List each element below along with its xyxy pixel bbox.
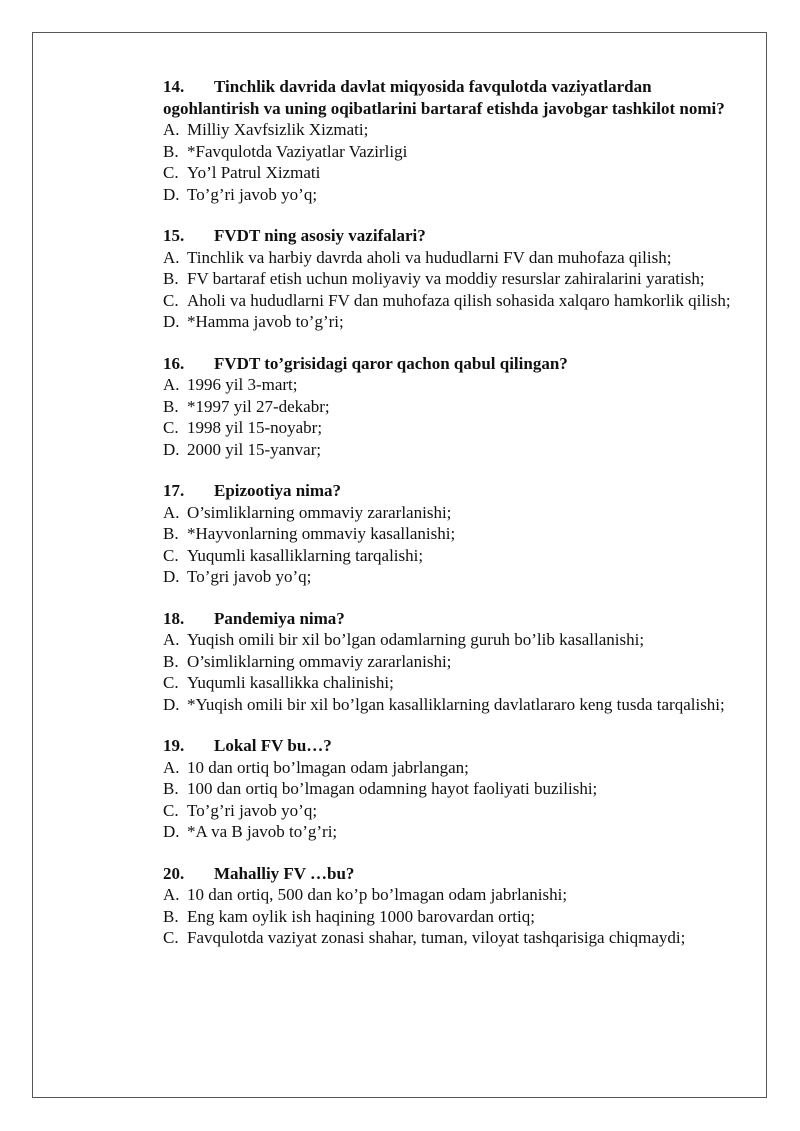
answer-text: 2000 yil 15-yanvar;	[187, 439, 322, 459]
answer-text: O’simliklarning ommaviy zararlanishi;	[187, 502, 452, 522]
answer-text: FV bartaraf etish uchun moliyaviy va moddiy resurslar zahiralarini yaratish;	[187, 269, 705, 288]
answer-letter: A.	[163, 757, 180, 777]
answer-option	[163, 651, 743, 673]
answer-letter: B.	[163, 651, 179, 671]
answer-text: 1998 yil 15-noyabr;	[187, 418, 323, 437]
answer-option	[163, 290, 743, 312]
answer-letter: B.	[163, 779, 179, 798]
answer-option	[163, 821, 743, 843]
answer-option	[163, 439, 743, 461]
answer-option	[163, 800, 743, 822]
question-title	[163, 353, 743, 375]
answer-letter: D.	[163, 312, 180, 331]
question-number: 17.	[163, 481, 185, 500]
answer-letter: C.	[163, 418, 179, 437]
answer-option	[163, 141, 743, 163]
question-text: Lokal FV bu…?	[214, 736, 332, 755]
answer-option	[163, 119, 743, 141]
question-text: Tinchlik davrida davlat miqyosida favqulotda vaziyatlardan ogohlantirish va uning oqibatlarini bartaraf etishda javobgar tashkilot nomi?	[163, 77, 725, 118]
answer-option	[163, 694, 743, 716]
question-list	[163, 76, 743, 969]
answer-text: Yuqish omili bir xil bo’lgan odamlarning guruh bo’lib kasallanishi;	[187, 630, 645, 649]
question-number: 19.	[163, 736, 185, 755]
question-text: Pandemiya nima?	[214, 608, 345, 628]
question-title	[163, 608, 743, 630]
answer-letter: B.	[163, 524, 179, 543]
answer-letter: D.	[163, 822, 180, 841]
answer-option	[163, 566, 743, 588]
answer-text: 10 dan ortiq, 500 dan ko’p bo’lmagan odam jabrlanishi;	[187, 885, 568, 904]
answer-option	[163, 629, 743, 651]
answer-text: 1996 yil 3-mart;	[187, 375, 298, 394]
answer-letter: A.	[163, 120, 180, 139]
question-block	[163, 608, 743, 716]
answer-letter: A.	[163, 885, 180, 904]
answer-text: To’gri javob yo’q;	[187, 567, 312, 586]
answer-option	[163, 927, 743, 949]
answer-text: *Hayvonlarning ommaviy kasallanishi;	[187, 524, 456, 543]
answer-text: Yuqumli kasalliklarning tarqalishi;	[187, 545, 424, 565]
answer-option	[163, 672, 743, 694]
answer-option	[163, 374, 743, 396]
answer-letter: C.	[163, 290, 179, 310]
answer-option	[163, 545, 743, 567]
answer-text: To’g’ri javob yo’q;	[187, 184, 318, 204]
question-title	[163, 76, 743, 119]
answer-text: To’g’ri javob yo’q;	[187, 800, 318, 820]
answer-text: Aholi va hududlarni FV dan muhofaza qilish sohasida xalqaro hamkorlik qilish;	[187, 290, 731, 310]
answer-text: 100 dan ortiq bo’lmagan odamning hayot faoliyati buzilishi;	[187, 779, 598, 798]
answer-letter: D.	[163, 184, 180, 204]
answer-letter: A.	[163, 630, 180, 649]
answer-option	[163, 396, 743, 418]
answer-letter: D.	[163, 567, 180, 586]
answer-option	[163, 757, 743, 779]
answer-letter: C.	[163, 928, 179, 947]
question-block	[163, 735, 743, 843]
question-block	[163, 863, 743, 949]
answer-option	[163, 523, 743, 545]
question-text: FVDT to’grisidagi qaror qachon qabul qilingan?	[214, 353, 568, 373]
answer-text: *A va B javob to’g’ri;	[187, 822, 338, 841]
answer-text: Eng kam oylik ish haqining 1000 barovardan ortiq;	[187, 906, 535, 926]
answer-text: Yuqumli kasallikka chalinishi;	[187, 673, 394, 692]
question-title	[163, 863, 743, 885]
question-text: FVDT ning asosiy vazifalari?	[214, 226, 426, 245]
question-number: 16.	[163, 353, 185, 373]
question-block	[163, 76, 743, 205]
answer-text: *Hamma javob to’g’ri;	[187, 312, 344, 331]
answer-letter: A.	[163, 247, 180, 267]
answer-option	[163, 268, 743, 290]
question-number: 14.	[163, 77, 185, 96]
question-title	[163, 735, 743, 757]
answer-option	[163, 311, 743, 333]
answer-option	[163, 906, 743, 928]
question-block	[163, 480, 743, 588]
question-number: 15.	[163, 226, 185, 245]
answer-option	[163, 184, 743, 206]
question-block	[163, 225, 743, 333]
answer-option	[163, 417, 743, 439]
answer-text: O’simliklarning ommaviy zararlanishi;	[187, 651, 452, 671]
answer-option	[163, 247, 743, 269]
answer-text: 10 dan ortiq bo’lmagan odam jabrlangan;	[187, 757, 469, 777]
question-text: Epizootiya nima?	[214, 481, 342, 500]
answer-letter: A.	[163, 375, 180, 394]
answer-text: *1997 yil 27-dekabr;	[187, 396, 330, 416]
answer-text: Favqulotda vaziyat zonasi shahar, tuman, viloyat tashqarisiga chiqmaydi;	[187, 928, 686, 947]
answer-option	[163, 884, 743, 906]
answer-letter: B.	[163, 141, 179, 161]
answer-letter: B.	[163, 906, 179, 926]
answer-letter: D.	[163, 694, 180, 714]
answer-text: Yo’l Patrul Xizmati	[187, 163, 321, 182]
answer-text: Tinchlik va harbiy davrda aholi va hududlarni FV dan muhofaza qilish;	[187, 247, 672, 267]
question-number: 20.	[163, 863, 185, 883]
question-block	[163, 353, 743, 461]
answer-letter: C.	[163, 163, 179, 182]
question-title	[163, 480, 743, 502]
question-number: 18.	[163, 608, 185, 628]
answer-text: *Yuqish omili bir xil bo’lgan kasalliklarning davlatlararo keng tusda tarqalishi;	[187, 694, 725, 714]
answer-text: Milliy Xavfsizlik Xizmati;	[187, 120, 369, 139]
question-title	[163, 225, 743, 247]
answer-letter: C.	[163, 800, 179, 820]
answer-option	[163, 778, 743, 800]
answer-letter: A.	[163, 502, 180, 522]
answer-text: *Favqulotda Vaziyatlar Vazirligi	[187, 141, 408, 161]
answer-letter: D.	[163, 439, 180, 459]
answer-letter: C.	[163, 545, 179, 565]
answer-letter: B.	[163, 396, 179, 416]
answer-option	[163, 162, 743, 184]
answer-letter: B.	[163, 269, 179, 288]
question-text: Mahalliy FV …bu?	[214, 863, 355, 883]
answer-letter: C.	[163, 673, 179, 692]
answer-option	[163, 502, 743, 524]
